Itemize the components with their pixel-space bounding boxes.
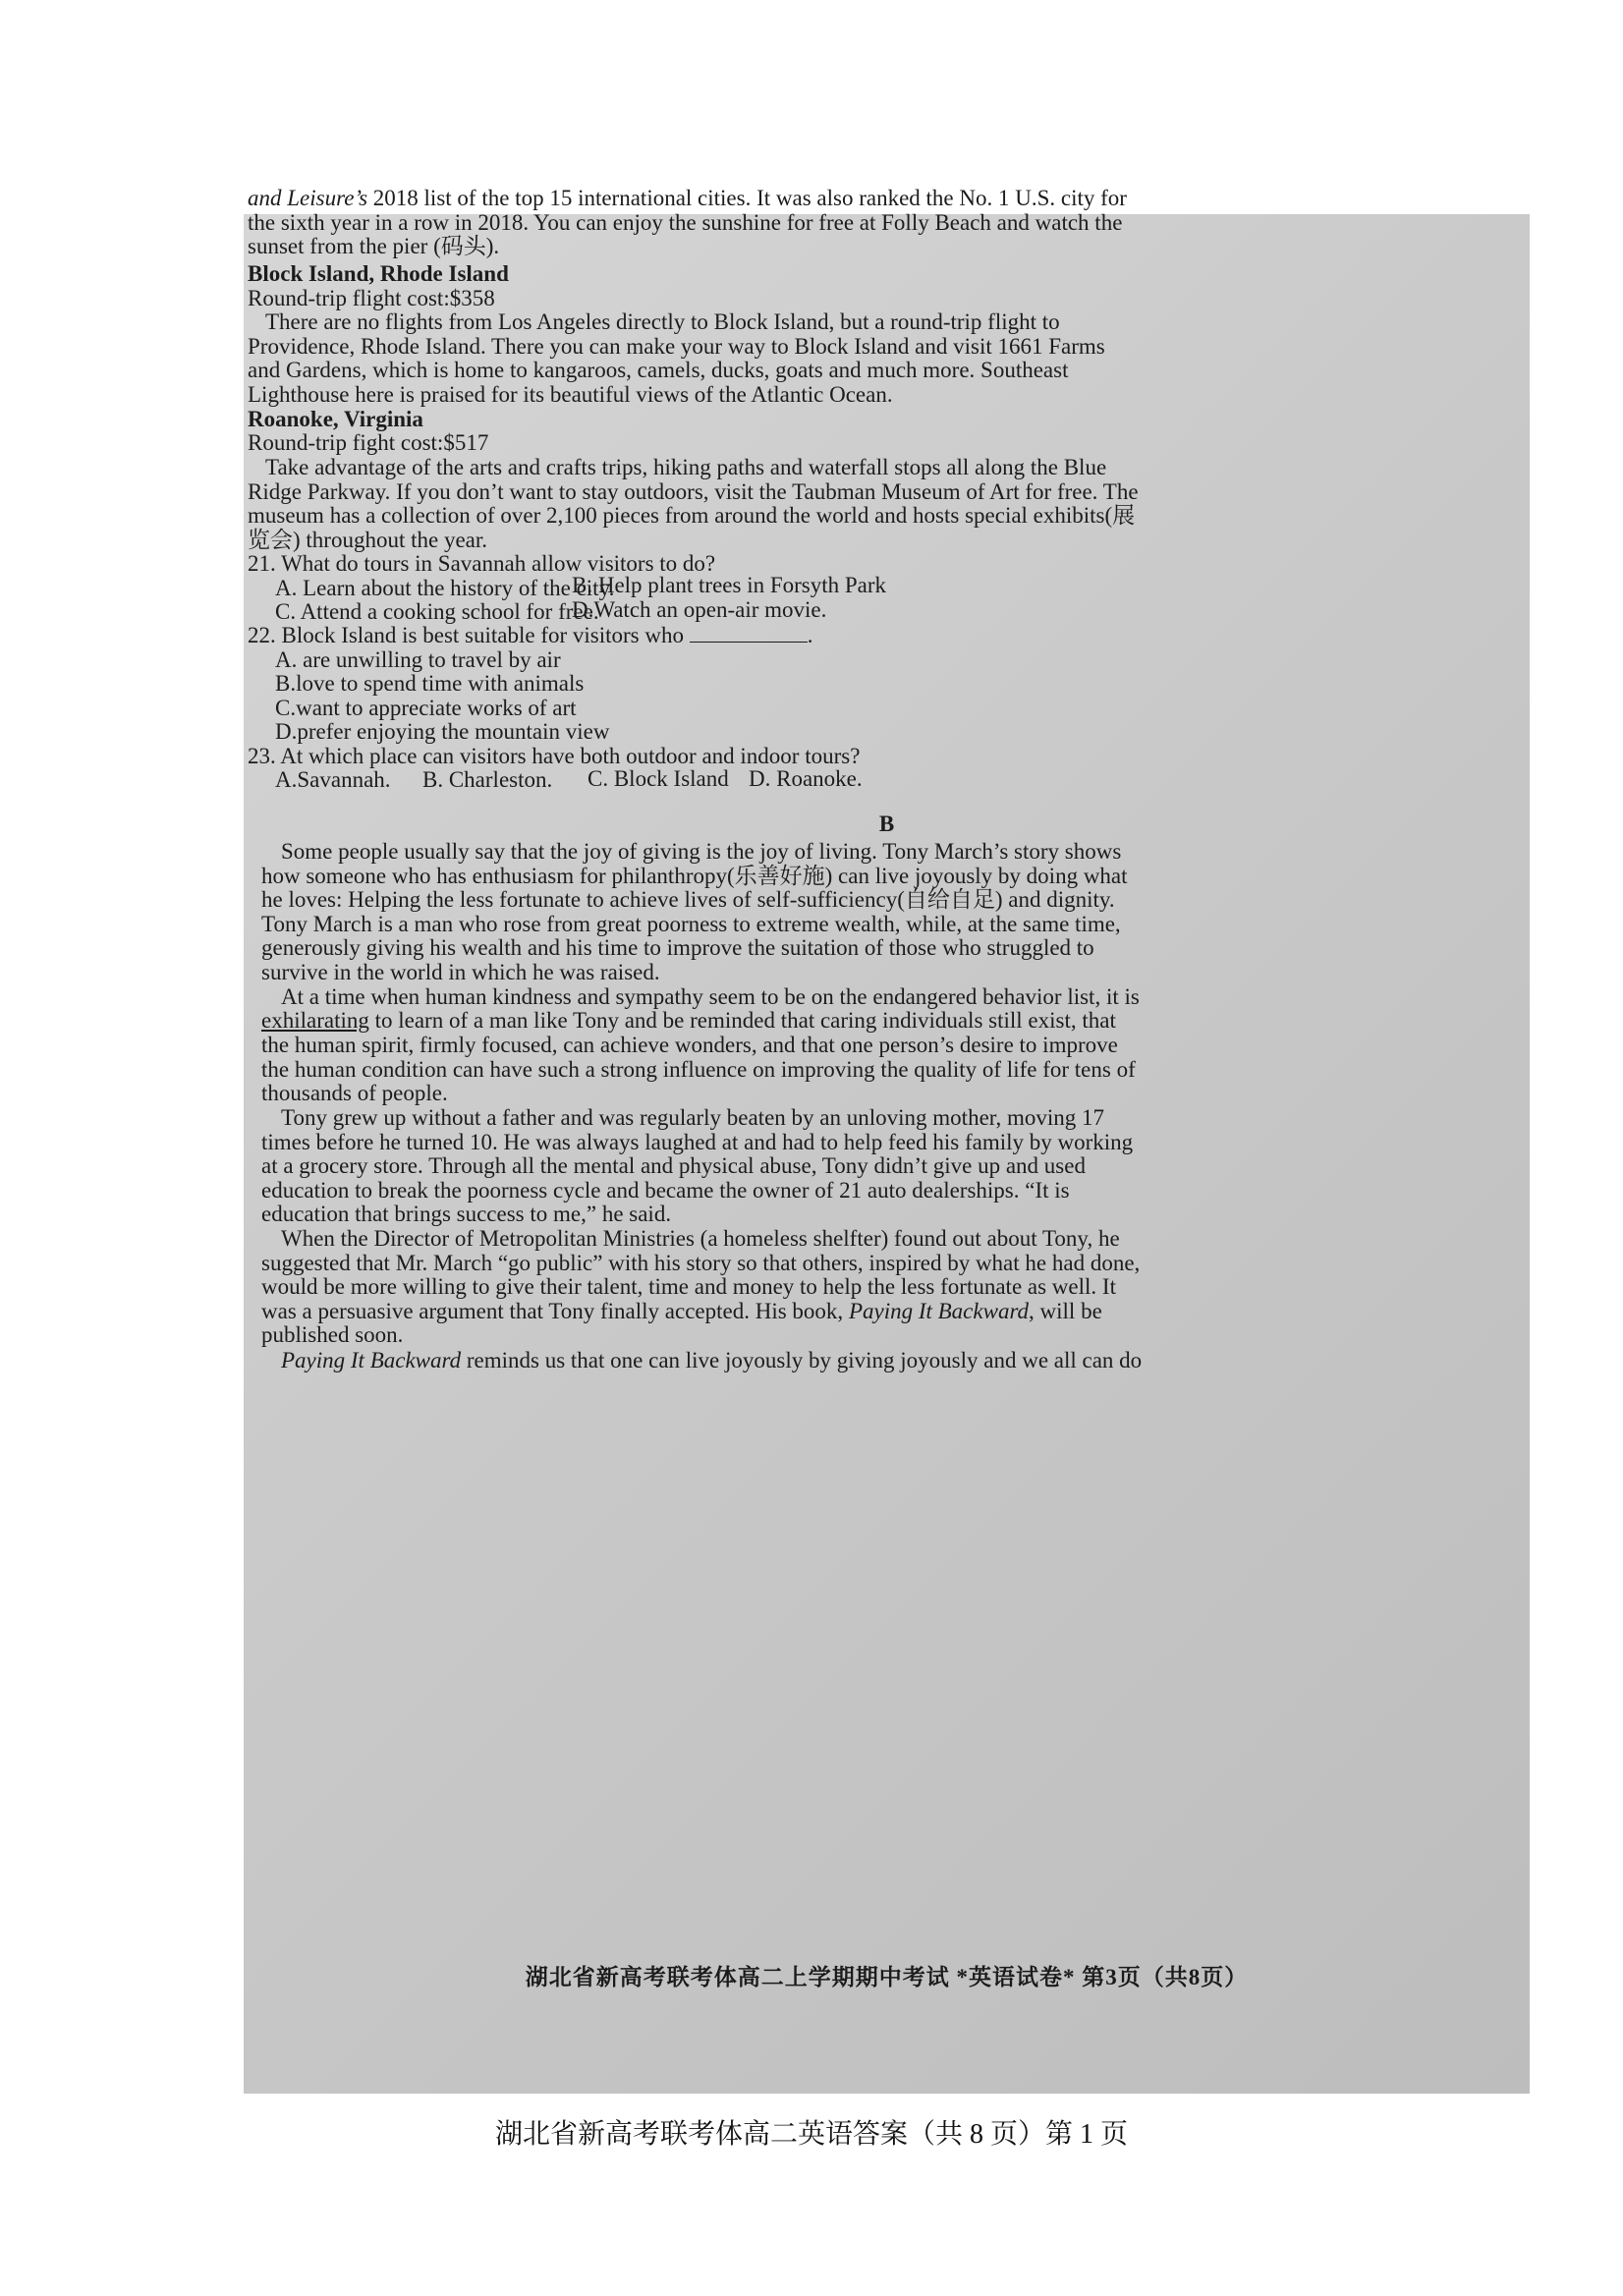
answer-option: A. are unwilling to travel by air	[275, 647, 561, 672]
text-span: reminds us that one can live joyously by giving joyously and we all can do	[461, 1348, 1143, 1372]
passage-line: 览会) throughout the year.	[248, 527, 488, 552]
passage-line: the human spirit, firmly focused, can achieve wonders, and that one person’s desire to improve	[261, 1033, 1118, 1057]
answer-option: D. Roanoke.	[749, 766, 863, 791]
answer-option: C. Block Island	[588, 766, 729, 791]
passage-line	[281, 1347, 1142, 1374]
passage-line: Some people usually say that the joy of giving is the joy of living. Tony March’s story shows	[281, 839, 1122, 864]
exam-page-footer: 湖北省新高考联考体高二上学期期中考试 *英语试卷* 第3页（共8页）	[525, 1965, 1249, 1989]
text-span: published soon.	[261, 1322, 404, 1348]
text-span: suggested that Mr. March “go public” with his story so that others, inspired by what he had done,	[261, 1250, 1141, 1275]
passage-line: Ridge Parkway. If you don’t want to stay outdoors, visit the Taubman Museum of Art for free. The	[248, 478, 1139, 504]
italic-title: Paying It Backward	[848, 1298, 1030, 1323]
flight-cost: Round-trip flight cost:$358	[248, 286, 495, 310]
text-span: 2018 list of the top 15 international cities. It was also ranked the No. 1 U.S. city for	[367, 186, 1127, 210]
underlined-word: exhilarating	[261, 1008, 369, 1033]
passage-line: he loves: Helping the less fortunate to achieve lives of self-sufficiency(自给自足) and dignity.	[261, 887, 1115, 913]
passage-line: Providence, Rhode Island. There you can make your way to Block Island and visit 1661 Farms	[248, 333, 1105, 359]
passage-line: education that brings success to me,” he said.	[261, 1202, 672, 1227]
passage-line: Take advantage of the arts and crafts trips, hiking paths and waterfall stops all along the Blue	[265, 455, 1107, 479]
answer-option: D.prefer enjoying the mountain view	[275, 719, 610, 744]
answer-option: B. Help plant trees in Forsyth Park	[572, 573, 887, 597]
text-span: the sixth year in a row in 2018. You can enjoy the sunshine for free at Folly Beach and watch the	[248, 209, 1123, 235]
text-span: sunset from the pier (码头).	[248, 234, 500, 259]
passage-line: At a time when human kindness and sympathy seem to be on the endangered behavior list, it is	[281, 984, 1140, 1009]
flight-cost: Round-trip fight cost:$517	[248, 430, 489, 455]
answer-option: A.Savannah.	[275, 767, 391, 792]
text-span: was a persuasive argument that Tony finally accepted. His book,	[261, 1298, 849, 1323]
passage-line: at a grocery store. Through all the mental and physical abuse, Tony didn’t give up and used	[261, 1153, 1086, 1179]
text-span: to learn of a man like Tony and be reminded that caring individuals still exist, that	[368, 1008, 1116, 1033]
text-span: would be more willing to give their talent, time and money to help the less fortunate as well. It	[261, 1274, 1116, 1300]
passage-line: how someone who has enthusiasm for philanthropy(乐善好施) can live joyously by doing what	[261, 863, 1128, 888]
passage-line	[248, 233, 499, 260]
question-stem: 21. What do tours in Savannah allow visitors to do?	[248, 551, 716, 576]
answer-option: D.Watch an open-air movie.	[572, 597, 827, 622]
question-stem: 23. At which place can visitors have both outdoor and indoor tours?	[248, 744, 861, 768]
passage-line: times before he turned 10. He was always laughed at and had to help feed his family by working	[261, 1129, 1134, 1154]
section-heading: B	[878, 812, 895, 836]
passage-line	[261, 1007, 1116, 1035]
passage-line: the human condition can have such a strong influence on improving the quality of life for tens of	[261, 1056, 1136, 1082]
question-stem	[248, 622, 813, 649]
italic-title: and Leisure’s	[248, 186, 368, 210]
passage-line: Lighthouse here is praised for its beautiful views of the Atlantic Ocean.	[248, 381, 893, 407]
passage-line	[261, 1321, 403, 1349]
section-heading: Block Island, Rhode Island	[248, 261, 509, 286]
scanned-exam-page	[244, 186, 1530, 2094]
answer-key-caption: 湖北省新高考联考体高二英语答案（共 8 页）第 1 页	[494, 2119, 1128, 2150]
section-heading: Roanoke, Virginia	[248, 407, 423, 431]
question-stem-text: 22. Block Island is best suitable for visitors who	[248, 623, 690, 647]
passage-line: and Gardens, which is home to kangaroos, camels, ducks, goats and much more. Southeast	[248, 358, 1069, 383]
passage-line: There are no flights from Los Angeles directly to Block Island, but a round-trip flight to	[265, 309, 1060, 334]
passage-line: education to break the poorness cycle and became the owner of 21 auto dealerships. “It is	[261, 1177, 1070, 1203]
answer-option: B.love to spend time with animals	[275, 671, 585, 696]
passage-line: Tony grew up without a father and was regularly beaten by an unloving mother, moving 17	[281, 1105, 1105, 1130]
passage-line: Tony March is a man who rose from great poorness to extreme wealth, while, at the same time,	[261, 911, 1121, 936]
passage-line: generously giving his wealth and his time to improve the suitation of those who struggled to	[261, 935, 1094, 961]
answer-option: A. Learn about the history of the city.	[275, 576, 615, 600]
passage-line: museum has a collection of over 2,100 pieces from around the world and hosts special exhibits(展	[248, 503, 1136, 529]
question-stem-text: .	[807, 623, 813, 647]
passage-line: survive in the world in which he was raised.	[261, 960, 660, 984]
italic-title: Paying It Backward	[281, 1348, 462, 1372]
answer-option: B. Charleston.	[422, 767, 553, 792]
answer-option: C. Attend a cooking school for free.	[275, 599, 599, 624]
passage-line: thousands of people.	[261, 1081, 448, 1106]
answer-blank	[690, 622, 808, 643]
text-span: When the Director of Metropolitan Ministries (a homeless shelfter) found out about Tony, he	[281, 1226, 1120, 1251]
text-span: , will be	[1029, 1298, 1102, 1323]
answer-option: C.want to appreciate works of art	[275, 696, 577, 720]
